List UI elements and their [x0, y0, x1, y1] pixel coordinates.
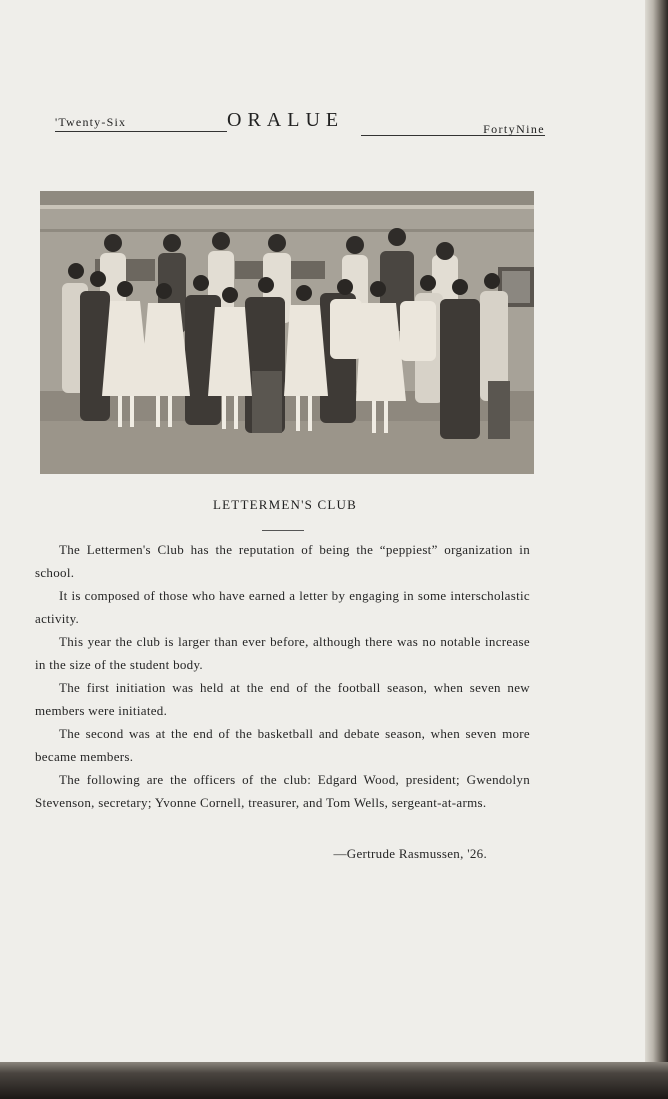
page-header — [55, 109, 545, 142]
article-title: LETTERMEN'S CLUB — [213, 497, 357, 512]
page-edge — [645, 0, 668, 1099]
paragraph: This year the club is larger than ever before, although there was no notable increase in the size of the student body. — [35, 634, 530, 672]
header-page-number: FortyNine — [483, 122, 545, 136]
author-signature: —Gertrude Rasmussen, '26. — [333, 846, 487, 861]
header-rule-left — [55, 131, 227, 132]
paragraph: It is composed of those who have earned a letter by engaging in some interscholastic activity. — [35, 588, 530, 626]
group-photo — [40, 191, 534, 474]
group-photo-icon — [40, 191, 534, 474]
page-bottom-edge — [0, 1062, 668, 1099]
paragraph: The following are the officers of the club: Edgard Wood, president; Gwendolyn Stevenson, secretary; Yvonne Cornell, treasurer, and Tom Wells, sergeant-at-arms. — [35, 772, 530, 810]
header-year: 'Twenty-Six — [55, 115, 127, 129]
title-divider — [262, 530, 304, 531]
header-title: ORALUE — [227, 109, 345, 131]
paragraph: The Lettermen's Club has the reputation of being the “peppiest” organization in school. — [35, 542, 530, 580]
paragraph: The second was at the end of the basketball and debate season, when seven more became members. — [35, 726, 530, 764]
paragraph: The first initiation was held at the end of the football season, when seven new members were initiated. — [35, 680, 530, 718]
article-body — [35, 538, 530, 814]
